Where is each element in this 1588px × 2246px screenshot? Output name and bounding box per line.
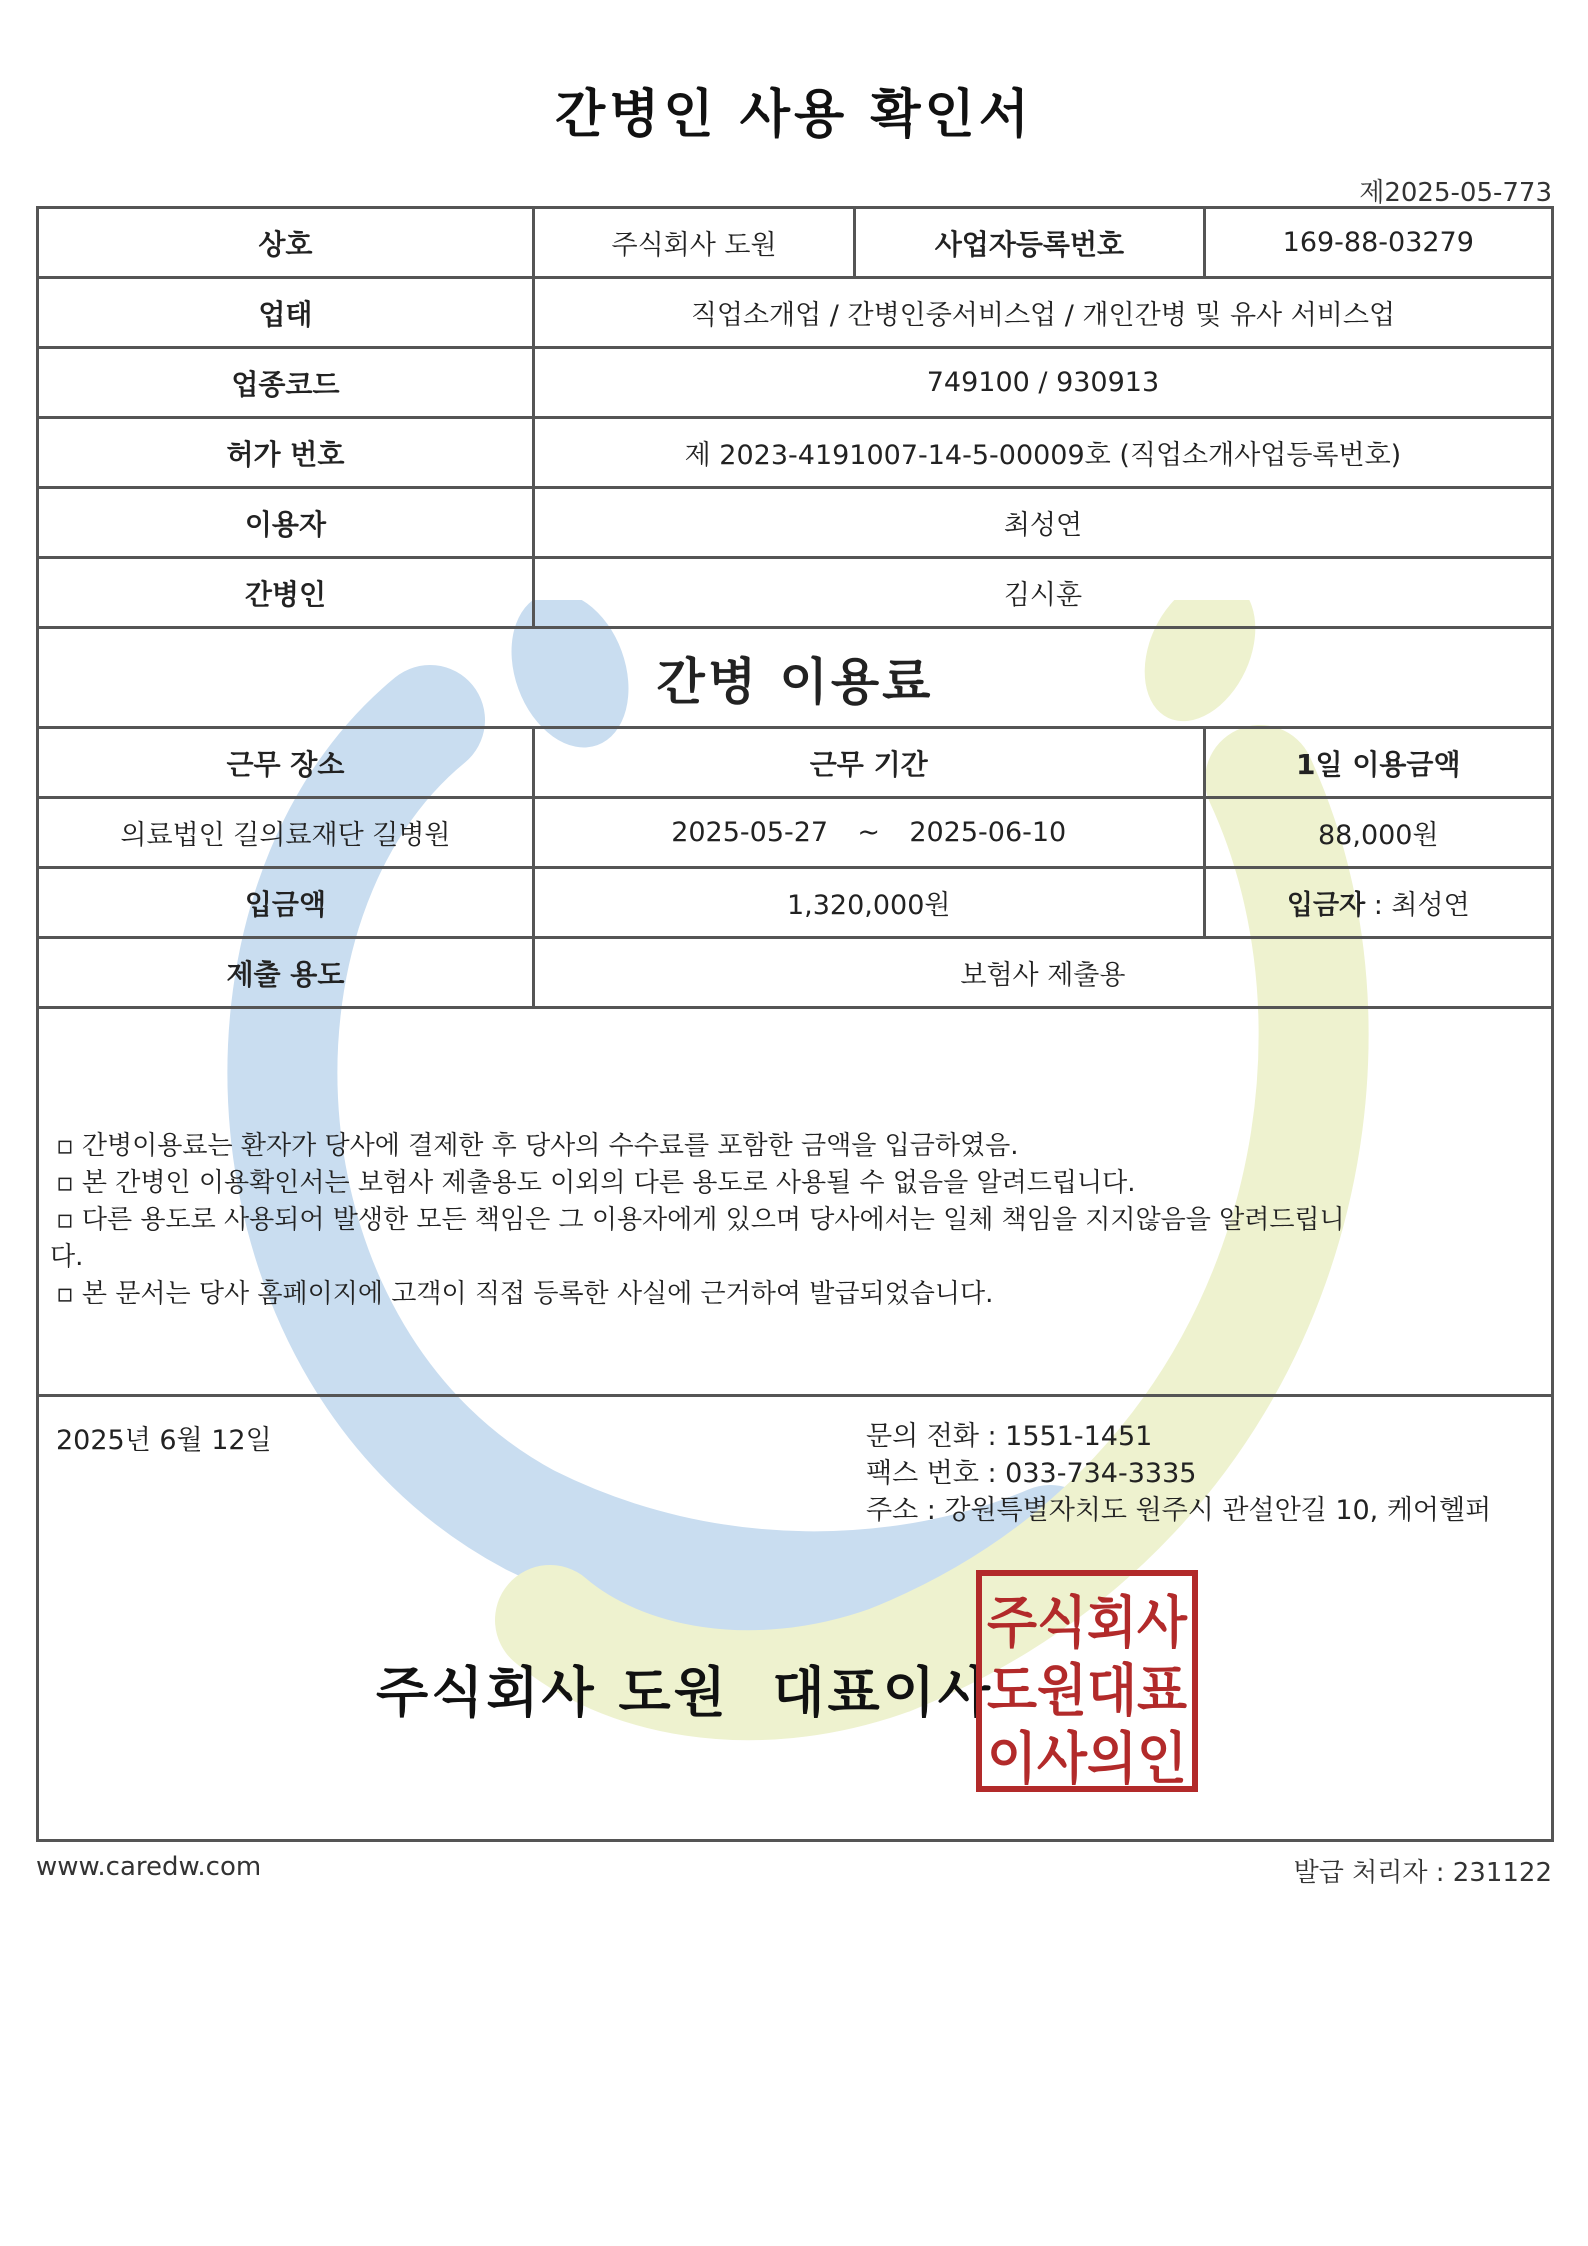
- payer-cell: [1204, 868, 1552, 938]
- industry-code-label: 업종코드: [38, 348, 534, 418]
- signature-text: 주식회사 도원 대표이사: [376, 1661, 994, 1724]
- fee-section-title: 간병 이용료: [38, 628, 1553, 728]
- period-start: 2025-05-27: [671, 817, 829, 848]
- license-label: 허가 번호: [38, 418, 534, 488]
- period-end: 2025-06-10: [909, 817, 1067, 848]
- user-value: 최성연: [533, 488, 1552, 558]
- seal-line-2: 도원대표: [987, 1659, 1187, 1724]
- note-item-continuation: 다.: [50, 1242, 84, 1272]
- table-row: [38, 798, 1553, 868]
- issue-date: 2025년 6월 12일: [56, 1425, 272, 1456]
- note-item: ▫ 간병이용료는 환자가 당사에 결제한 후 당사의 수수료를 포함한 금액을 입금하였음.: [56, 1131, 1019, 1161]
- payer-value: 최성연: [1391, 890, 1470, 921]
- table-row: [38, 418, 1553, 488]
- bizreg-value: 169-88-03279: [1204, 208, 1552, 278]
- biztype-value: 직업소개업 / 간병인중서비스업 / 개인간병 및 유사 서비스업: [533, 278, 1552, 348]
- table-row: [38, 938, 1553, 1008]
- section-divider: [36, 1394, 1554, 1397]
- deposit-label: 입금액: [38, 868, 534, 938]
- period-value: [533, 798, 1204, 868]
- document-number: 제2025-05-773: [1359, 178, 1552, 208]
- contact-fax: 팩스 번호 : 033-734-3335: [866, 1458, 1197, 1489]
- contact-address: 주소 : 강원특별자치도 원주시 관설안길 10, 케어헬퍼: [866, 1495, 1492, 1526]
- company-value: 주식회사 도원: [533, 208, 854, 278]
- table-row: [38, 868, 1553, 938]
- seal-line-1: 주식회사: [987, 1591, 1188, 1656]
- user-label: 이용자: [38, 488, 534, 558]
- table-row: [38, 488, 1553, 558]
- purpose-label: 제출 용도: [38, 938, 534, 1008]
- note-item: ▫ 다른 용도로 사용되어 발생한 모든 책임은 그 이용자에게 있으며 당사에서는 일체 책임을 지지않음을 알려드립니: [56, 1205, 1345, 1235]
- place-value: 의료법인 길의료재단 길병원: [38, 798, 534, 868]
- notes-list: [50, 1128, 1536, 1313]
- info-table: [36, 206, 1554, 1009]
- note-item: ▫ 본 문서는 당사 홈페이지에 고객이 직접 등록한 사실에 근거하여 발급되었습니다.: [56, 1279, 994, 1309]
- table-row: [38, 558, 1553, 628]
- bizreg-label: 사업자등록번호: [855, 208, 1204, 278]
- daily-header: 1일 이용금액: [1204, 728, 1552, 798]
- table-row: [38, 208, 1553, 278]
- note-item: ▫ 본 간병인 이용확인서는 보험사 제출용도 이외의 다른 용도로 사용될 수 없음을 알려드립니다.: [56, 1168, 1136, 1198]
- contact-block: [866, 1418, 1491, 1529]
- table-row: [38, 628, 1553, 728]
- table-row: [38, 728, 1553, 798]
- processor-id: 발급 처리자 : 231122: [1293, 1858, 1552, 1888]
- table-row: [38, 278, 1553, 348]
- place-header: 근무 장소: [38, 728, 534, 798]
- contact-phone: 문의 전화 : 1551-1451: [866, 1421, 1153, 1452]
- biztype-label: 업태: [38, 278, 534, 348]
- caregiver-label: 간병인: [38, 558, 534, 628]
- daily-value: 88,000원: [1204, 798, 1552, 868]
- document-title: 간병인 사용 확인서: [554, 85, 1034, 145]
- period-sep: ~: [857, 817, 881, 848]
- table-row: [38, 348, 1553, 418]
- seal-line-3: 이사의인: [987, 1727, 1187, 1792]
- caregiver-value: 김시훈: [533, 558, 1552, 628]
- purpose-value: 보험사 제출용: [533, 938, 1552, 1008]
- period-header: 근무 기간: [533, 728, 1204, 798]
- deposit-value: 1,320,000원: [533, 868, 1204, 938]
- payer-sep: :: [1365, 890, 1392, 921]
- company-seal: [976, 1570, 1198, 1792]
- license-value: 제 2023-4191007-14-5-00009호 (직업소개사업등록번호): [533, 418, 1552, 488]
- company-label: 상호: [38, 208, 534, 278]
- industry-code-value: 749100 / 930913: [533, 348, 1552, 418]
- payer-label: 입금자: [1286, 890, 1366, 921]
- website-link[interactable]: www.caredw.com: [36, 1852, 262, 1882]
